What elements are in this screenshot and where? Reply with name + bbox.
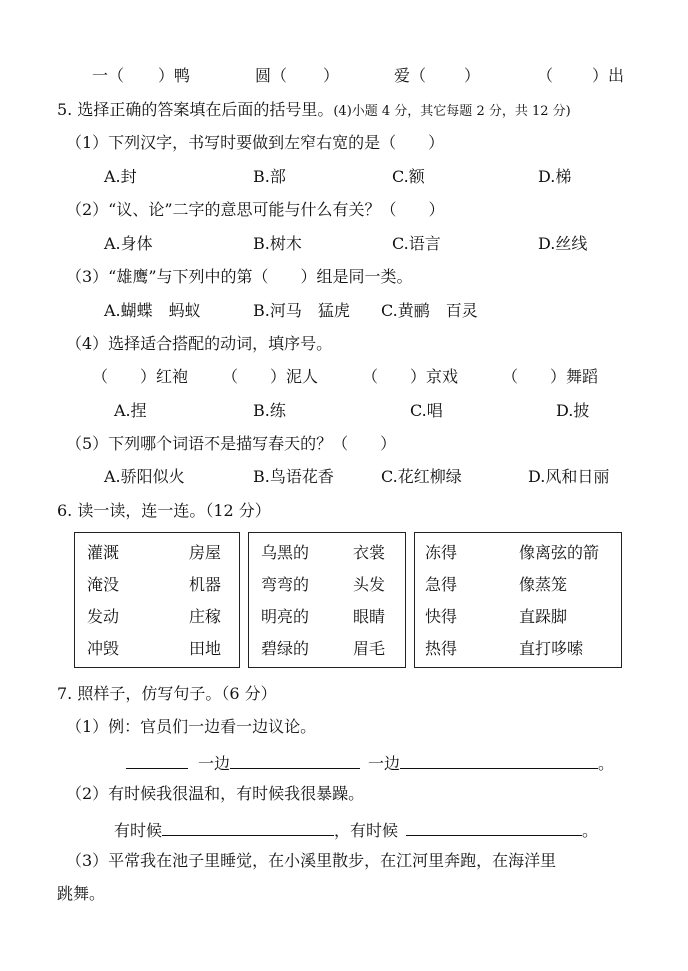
box3-right-1: 像离弦的箭: [519, 543, 600, 562]
q5-sub2-option-a: A.身体: [104, 234, 153, 253]
box3-left-4: 热得: [425, 639, 458, 658]
q5-sub4-option-c: C.唱: [410, 401, 443, 420]
box1-right-3: 庄稼: [189, 607, 222, 626]
q7-sub1-example: （1）例：官员们一边看一边议论。: [66, 717, 317, 736]
q7-sub1-word-2: 一边: [368, 754, 401, 773]
q5-sub5-option-a: A.骄阳似火: [104, 467, 185, 486]
q7-sub1-blank-1[interactable]: [126, 753, 188, 769]
q5-sub1-option-a: A.封: [104, 167, 137, 186]
box2-right-1: 衣裳: [353, 543, 386, 562]
q7-sub3-line-2: 跳舞。: [57, 884, 106, 903]
q7-sub1-blank-3[interactable]: [400, 753, 598, 769]
q7-sub2-word-1: 有时候: [114, 821, 163, 840]
box2-left-1: 乌黑的: [261, 543, 310, 562]
q7-sub1-blank-2[interactable]: [230, 753, 360, 769]
q5-sub1-option-d: D.梯: [538, 167, 572, 186]
matching-box-3: [414, 532, 622, 668]
q7-sub2-blank-2[interactable]: [406, 820, 582, 836]
q7-sub2-word-2: ，有时候: [334, 821, 399, 840]
q7-sub2-example: （2）有时候我很温和，有时候我很暴躁。: [66, 784, 365, 803]
q7-sub1-answer-line: [126, 753, 614, 772]
q5-sub3-question: （3）“雄鹰”与下列中的第（ ）组是同一类。: [66, 267, 413, 286]
box3-left-2: 急得: [425, 575, 458, 594]
box1-left-4: 冲毁: [87, 639, 120, 658]
box1-right-2: 机器: [189, 575, 222, 594]
q5-sub4-option-a: A.捏: [114, 401, 147, 420]
q5-sub2-question: （2）“议、论”二字的意思可能与什么有关？（ ）: [66, 200, 445, 219]
q5-heading: [57, 102, 571, 118]
box1-right-1: 房屋: [189, 543, 222, 562]
q7-title: 7. 照样子，仿写句子。（6 分）: [57, 684, 277, 703]
q5-sub1-option-b: B.部: [253, 167, 286, 186]
q5-scoring-note: (4)小题 4 分，其它每题 2 分，共 12 分): [333, 104, 571, 119]
box2-left-3: 明亮的: [261, 607, 310, 626]
top-row-item-3-pre: 爱（: [394, 66, 427, 85]
box2-right-4: 眉毛: [353, 639, 386, 658]
box1-left-1: 灌溉: [87, 543, 120, 562]
q5-title: 5. 选择正确的答案填在后面的括号里。: [57, 100, 334, 119]
top-row-item-1-pre: 一（: [92, 66, 125, 85]
q5-sub2-option-c: C.语言: [392, 234, 441, 253]
top-row-item-2-pre: 圆（: [255, 66, 288, 85]
q5-sub5-question: （5）下列哪个词语不是描写春天的？（ ）: [66, 434, 397, 453]
q5-sub4-blank-2: （ ）泥人: [222, 367, 319, 386]
q7-sub1-word-1: 一边: [198, 754, 231, 773]
q7-sub2-period: 。: [582, 821, 599, 840]
box3-left-1: 冻得: [425, 543, 458, 562]
box2-left-2: 弯弯的: [261, 575, 310, 594]
top-row-item-4-post: ）出: [592, 66, 625, 85]
q5-sub5-option-b: B.鸟语花香: [253, 467, 334, 486]
q7-sub1-period: 。: [598, 754, 615, 773]
q7-sub2-answer-line: [114, 820, 598, 839]
box2-right-3: 眼睛: [353, 607, 386, 626]
top-row-item-2-post: ）: [323, 66, 340, 85]
q5-sub4-option-b: B.练: [253, 401, 286, 420]
q5-sub4-question: （4）选择适合搭配的动词，填序号。: [66, 334, 333, 353]
box2-left-4: 碧绿的: [261, 639, 310, 658]
q5-sub4-blank-3: （ ）京戏: [362, 367, 459, 386]
box3-right-2: 像蒸笼: [519, 575, 568, 594]
box1-left-2: 淹没: [87, 575, 120, 594]
box2-right-2: 头发: [353, 575, 386, 594]
box3-left-3: 快得: [425, 607, 458, 626]
top-row-item-4-pre: （: [537, 66, 554, 85]
matching-box-2: [248, 532, 406, 668]
q5-sub5-option-d: D.风和日丽: [528, 467, 610, 486]
q5-sub5-option-c: C.花红柳绿: [381, 467, 462, 486]
box1-right-4: 田地: [189, 639, 222, 658]
q5-sub3-option-a: A.蝴蝶 蚂蚁: [104, 301, 201, 320]
q5-sub2-option-d: D.丝线: [538, 234, 588, 253]
top-row-item-1-post: ）鸭: [158, 66, 191, 85]
q7-sub2-blank-1[interactable]: [162, 820, 334, 836]
q7-sub3-line-1: （3）平常我在池子里睡觉，在小溪里散步，在江河里奔跑，在海洋里: [66, 851, 557, 870]
q5-sub1-option-c: C.额: [392, 167, 425, 186]
box3-right-3: 直跺脚: [519, 607, 568, 626]
matching-box-1: [74, 532, 240, 668]
q5-sub2-option-b: B.树木: [253, 234, 302, 253]
q5-sub3-option-b: B.河马 猛虎: [253, 301, 350, 320]
q5-sub4-blank-4: （ ）舞蹈: [502, 367, 599, 386]
q5-sub3-option-c: C.黄鹂 百灵: [381, 301, 478, 320]
q5-sub1-question: （1）下列汉字，书写时要做到左窄右宽的是（ ）: [66, 133, 445, 152]
q5-sub4-blank-1: （ ）红袍: [92, 367, 189, 386]
box3-right-4: 直打哆嗦: [519, 639, 584, 658]
q6-title: 6. 读一读，连一连。（12 分）: [57, 501, 271, 520]
q5-sub4-option-d: D.披: [556, 401, 590, 420]
top-row-item-3-post: ）: [464, 66, 481, 85]
box1-left-3: 发动: [87, 607, 120, 626]
